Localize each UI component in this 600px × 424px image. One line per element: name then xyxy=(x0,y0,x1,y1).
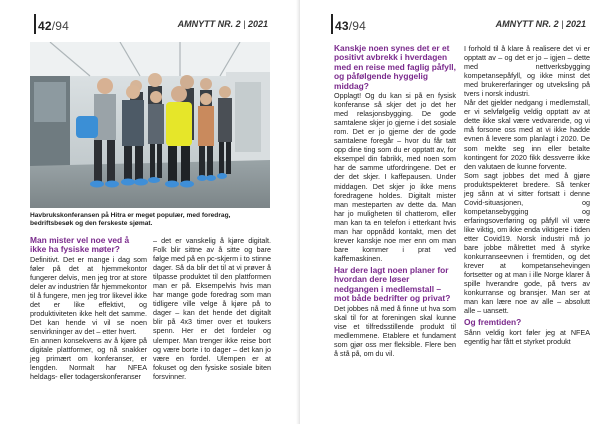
left-column-1 xyxy=(30,236,147,381)
body-paragraph: I forhold til å klare å realisere det vi er opptatt av – og det er jo – igjen – dette med nettverksbygging kompetansepåfyll, og ikke minst det med brukererfaringer og utveksling på tvers i norsk industri. xyxy=(464,44,590,99)
photo-caption: Havbrukskonferansen på Hitra er meget populær, med foredrag, bedriftsbesøk og den ferskeste sjømat. xyxy=(30,212,231,228)
body-paragraph: Det jobbes nå med å finne ut hva som skal til for at foreningen skal kunne vise et tilfredsstillende produkt til medlemmene. Etablere et fundament som gjør oss mer fleksible. Flere ben å stå på, om du vil. xyxy=(334,303,456,358)
section-heading: Kanskje noen synes det er et positivt avbrekk i hverdagen med en reise med faglig påfyll, og påfølgende hyggelig middag? xyxy=(334,43,456,91)
section-heading: Og fremtiden? xyxy=(464,317,522,328)
body-paragraph: Opplagt! Og du kan si på en fysisk konferanse så skjer det jo det her med relasjonsbygging. De gode samtalene skjer jo gjerne i det sosiale rom. Det er jo gjerne der de gode samtalene foregår – hvor du får tatt opp dine ting som du er opptatt av, for eksempel din fabrikk, med noen som har de samme utfordringene. Det er der det skjer. I kaffepausen. Under middagen. Det skjer jo ikke mens foredragene holdes. Digitalt mister man mesteparten av dette da. Man har jo muligheten til chatterom, eller man kan ta en telefon i etterkant hvis man har oppnådd kontakt, men det krever kanskje noe mer enn om man bare kommer i prat ved kaffemaskinen. xyxy=(334,91,456,263)
conference-photo xyxy=(30,42,270,208)
page-number: 42/94 xyxy=(38,19,70,33)
issue-label: AMNYTT NR. 2 | 2021 xyxy=(177,19,268,29)
body-paragraph: Når det gjelder nedgang i medlemstall, er vi selvfølgelig veldig opptatt av at dette ikke skal være vedvarende, og vi må forsone oss med at vi ikke hadde evnen å levere som planlagt i 2020. De som meldte seg inn eller betalte kontingent for 2020 fikk dessverre ikke den valutaen de kunne forvente. xyxy=(464,98,590,171)
body-paragraph: En annen konsekvens av å kjøre på digitale plattformer, og nå snakker jeg primært om konferanser, er lengden. Normalt har NFEA heldags- eller todagerskonferanser xyxy=(30,336,147,382)
left-column-2 xyxy=(153,236,271,381)
folio-divider xyxy=(34,14,36,34)
right-column-2 xyxy=(464,44,590,346)
issue-label: AMNYTT NR. 2 | 2021 xyxy=(495,19,586,29)
body-paragraph: Definitivt. Det er mange i dag som føler på det at hjemmekontor fungerer delvis, men jeg tror at store deler av industrien får hjemmekontor til å fungere, men jeg tror likevel ikke det er like effektivt, og produktiviteten ikke helt det samme. Det kan hende vi vil se noen senvirkninger av det – etter hvert. xyxy=(30,254,147,337)
page-number: 43/94 xyxy=(335,19,367,33)
body-paragraph: Sånn veldig kort føler jeg at NFEA egentlig har fått et styrket produkt xyxy=(464,327,590,346)
body-paragraph: – det er vanskelig å kjøre digitalt. Folk blir sittne av å sitte og bare følge med på en pc-skjerm i to stinne dager. Så da blir det til at vi prøver å tilpasse produktet til den plattformen man er på. Eksempelvis hvis man har mange gode foredrag som man tidligere ville velge å kjøre på to dager – kan det hende det digitalt blir på 4x3 timer over et toukers spenn. Her er det fordeler og ulemper. Man trenger ikke reise bort og være borte i to dager – det kan jo være en fordel. Ulempen er at fokuset og den fysiske sosiale biten forsvinner. xyxy=(153,236,271,381)
section-heading: Man mister vel noe ved å ikke ha fysiske møter? xyxy=(30,235,130,255)
folio-divider xyxy=(331,14,333,34)
right-column-1 xyxy=(334,44,456,358)
conference-photo-illustration xyxy=(30,42,270,208)
body-paragraph: Som sagt jobbes det med å gjøre produktspekteret bredere. Så tenker jeg sånn at vi sitter fortsatt i denne Covid-situasjonen, og kompetansebygging og erfaringsoverføring og påfyll vil være like viktig, om ikke enda viktigere i tiden etter Covid19. Norsk industri må jo bare jobbe målrettet med å styrke konkurranseevnen i fremtiden, og det krever at kompetansehevingen fortsetter og at man i ille Norge klarer å spille hverandre gode, på tvers av konkurranse og bransjer. Man ser at man kan lære noe av alle – absolutt alle – uansett. xyxy=(464,170,590,316)
right-page xyxy=(300,0,600,424)
section-heading: Har dere lagt noen planer for hvordan dere løser nedgangen i medlemstall – mot både bedrifter og privat? xyxy=(334,264,451,304)
